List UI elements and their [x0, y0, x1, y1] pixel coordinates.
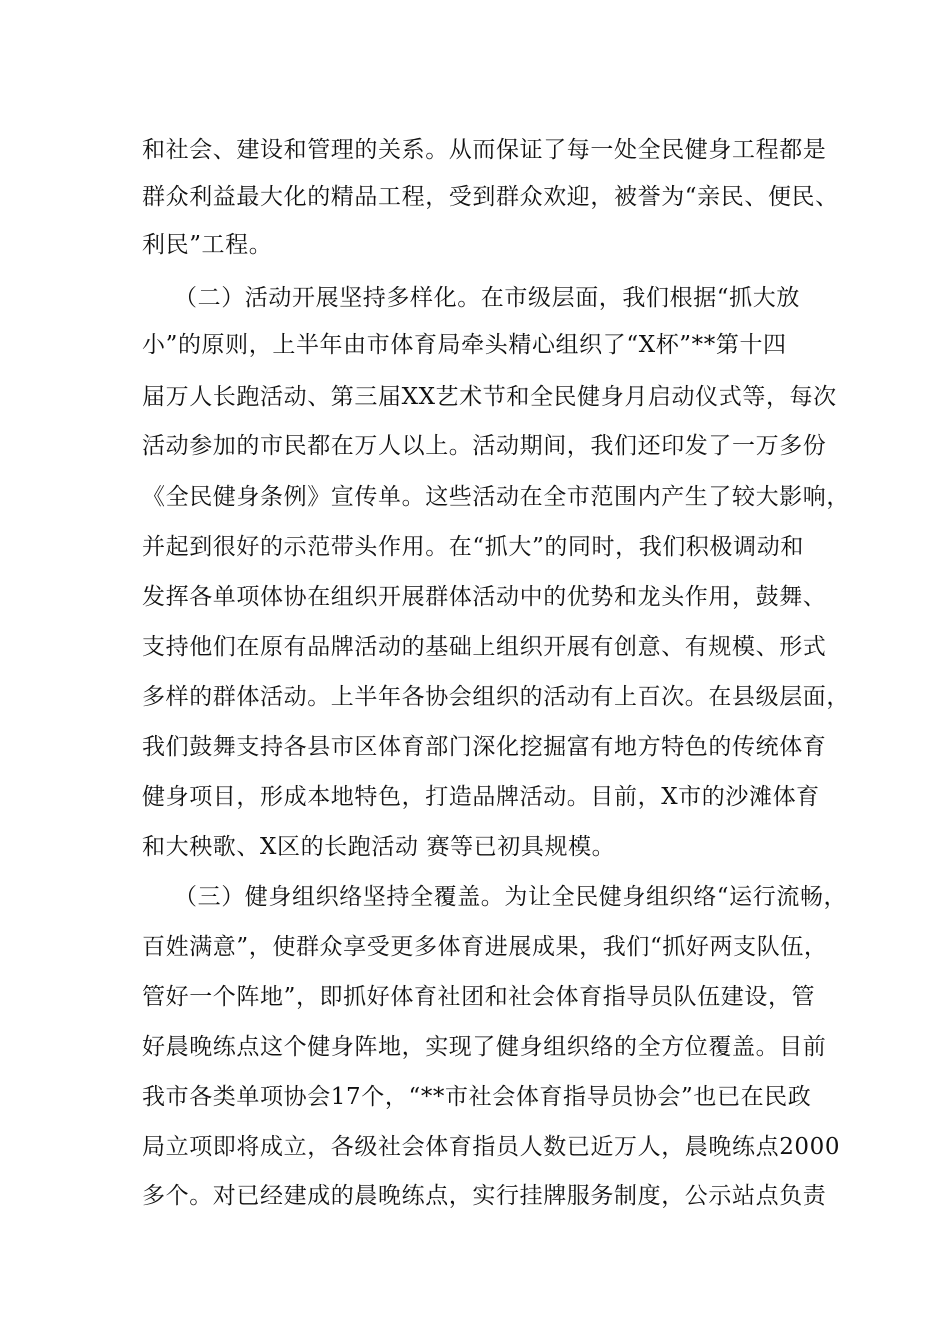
- text-line: 多样的群体活动。上半年各协会组织的活动有上百次。在县级层面，: [142, 684, 850, 710]
- text-line: 小”的原则，上半年由市体育局牵头精心组织了“X杯”**第十四: [142, 332, 787, 358]
- text-line: 多个。对已经建成的晨晚练点，实行挂牌服务制度，公示站点负责: [142, 1183, 827, 1209]
- text-line: 利民”工程。: [142, 232, 273, 258]
- text-line: 百姓满意”，使群众享受更多体育进展成果，我们“抓好两支队伍，: [142, 934, 828, 960]
- text-line: 好晨晚练点这个健身阵地，实现了健身组织络的全方位覆盖。目前: [142, 1034, 827, 1060]
- text-line: 和社会、建设和管理的关系。从而保证了每一处全民健身工程都是: [142, 137, 827, 163]
- text-line: 我市各类单项协会17个，“**市社会体育指导员协会”也已在民政: [142, 1084, 812, 1110]
- text-line: 并起到很好的示范带头作用。在“抓大”的同时，我们积极调动和: [142, 534, 804, 560]
- text-line: 活动参加的市民都在万人以上。活动期间，我们还印发了一万多份: [142, 433, 827, 459]
- text-line: 发挥各单项体协在组织开展群体活动中的优势和龙头作用，鼓舞、: [142, 584, 827, 610]
- text-line: 我们鼓舞支持各县市区体育部门深化挖掘富有地方特色的传统体育: [142, 734, 827, 760]
- text-line: 支持他们在原有品牌活动的基础上组织开展有创意、有规模、形式: [142, 634, 827, 660]
- text-line: 和大秧歌、X区的长跑活动 赛等已初具规模。: [142, 834, 616, 860]
- text-line: 群众利益最大化的精品工程，受到群众欢迎，被誉为“亲民、便民、: [142, 184, 839, 210]
- paragraph-start-line: （三）健身组织络坚持全覆盖。为让全民健身组织络“运行流畅，: [174, 884, 848, 910]
- text-line: 届万人长跑活动、第三届XX艺术节和全民健身月启动仪式等，每次: [142, 384, 837, 410]
- text-line: 管好一个阵地”，即抓好体育社团和社会体育指导员队伍建设，管: [142, 984, 816, 1010]
- text-line: 局立项即将成立，各级社会体育指员人数已近万人，晨晚练点2000: [142, 1134, 841, 1160]
- text-line: 《全民健身条例》宣传单。这些活动在全市范围内产生了较大影响，: [142, 484, 850, 510]
- text-line: 健身项目，形成本地特色，打造品牌活动。目前，X市的沙滩体育: [142, 784, 820, 810]
- paragraph-start-line: （二）活动开展坚持多样化。在市级层面，我们根据“抓大放: [174, 285, 800, 311]
